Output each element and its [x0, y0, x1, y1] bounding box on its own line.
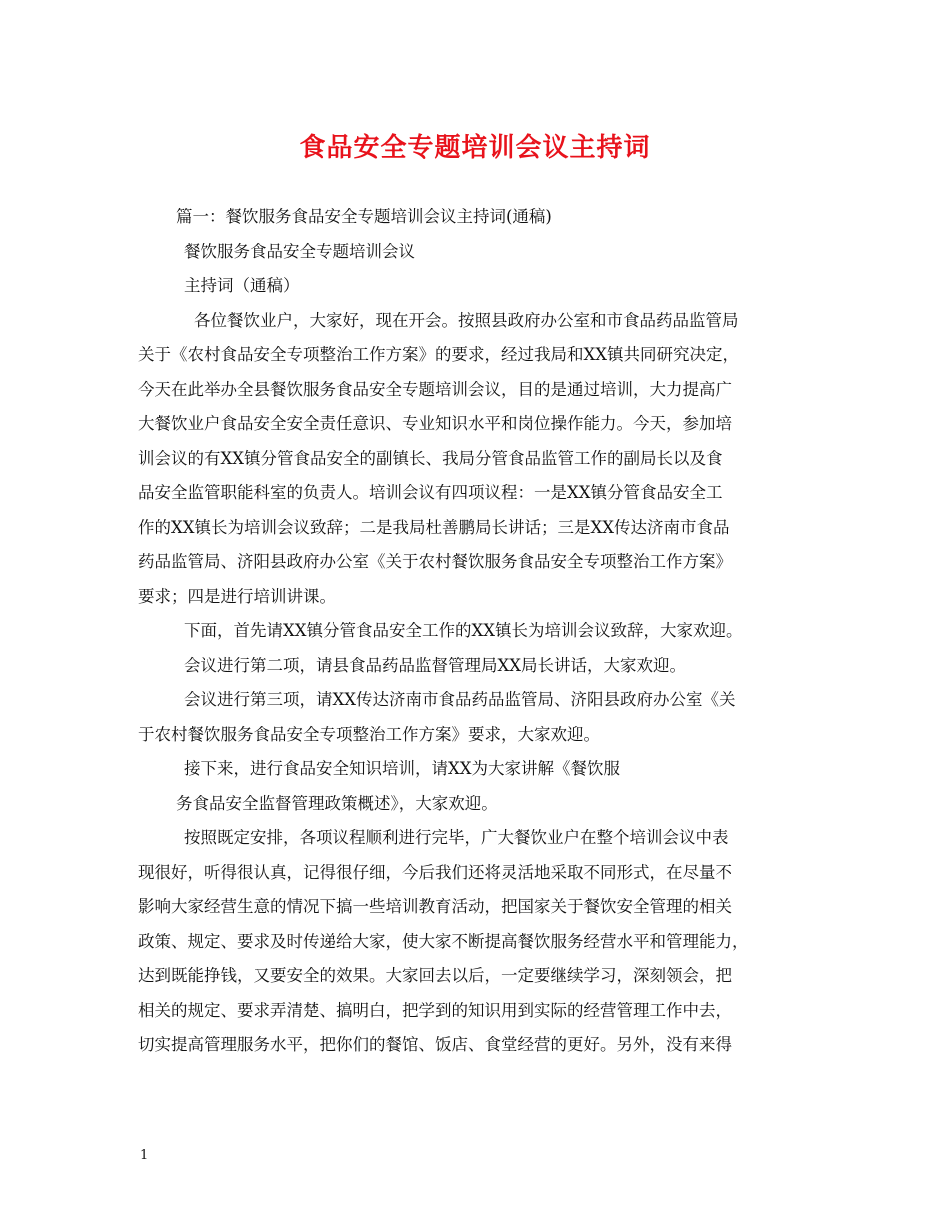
body-line: 训会议的有XX镇分管食品安全的副镇长、我局分管食品监管工作的副局长以及食 — [138, 448, 723, 468]
body-line: 下面，首先请XX镇分管食品安全工作的XX镇长为培训会议致辞，大家欢迎。 — [184, 621, 743, 640]
body-line: 今天在此举办全县餐饮服务食品安全专题培训会议，目的是通过培训，大力提高广 — [138, 379, 732, 399]
page-number: 1 — [140, 1148, 149, 1163]
body-line: 大餐饮业户食品安全安全责任意识、专业知识水平和岗位操作能力。今天，参加培 — [138, 414, 732, 433]
body-line: 会议进行第三项，请XX传达济南市食品药品监管局、济阳县政府办公室《关 — [184, 690, 736, 709]
body-line: 要求；四是进行培训讲课。 — [138, 586, 336, 606]
body-line: 主持词（通稿） — [184, 276, 300, 295]
body-line: 各位餐饮业户，大家好，现在开会。按照县政府办公室和市食品药品监管局 — [194, 310, 739, 330]
body-line: 药品监管局、济阳县政府办公室《关于农村餐饮服务食品安全专项整治工作方案》 — [138, 552, 732, 571]
body-line: 务食品安全监督管理政策概述》，大家欢迎。 — [176, 793, 498, 813]
body-line: 于农村餐饮服务食品安全专项整治工作方案》要求，大家欢迎。 — [138, 724, 600, 744]
body-line: 政策、规定、要求及时传递给大家，使大家不断提高餐饮服务经营水平和管理能力， — [138, 931, 749, 951]
document-title: 食品安全专题培训会议主持词 — [299, 133, 651, 163]
body-line: 按照既定安排，各项议程顺利进行完毕，广大餐饮业户在整个培训会议中表 — [184, 828, 729, 847]
body-line: 接下来，进行食品安全知识培训，请XX为大家讲解《餐饮服 — [184, 759, 620, 778]
body-line: 会议进行第二项，请县食品药品监督管理局XX局长讲话，大家欢迎。 — [184, 655, 686, 675]
body-line: 作的XX镇长为培训会议致辞；二是我局杜善鹏局长讲话；三是XX传达济南市食品 — [138, 517, 730, 537]
body-line: 品安全监管职能科室的负责人。培训会议有四项议程：一是XX镇分管食品安全工 — [138, 483, 723, 502]
body-line: 相关的规定、要求弄清楚、搞明白，把学到的知识用到实际的经营管理工作中去， — [138, 1000, 732, 1020]
body-line: 关于《农村食品安全专项整治工作方案》的要求，经过我局和XX镇共同研究决定， — [138, 345, 739, 364]
body-line: 餐饮服务食品安全专题培训会议 — [184, 241, 415, 261]
body-line: 达到既能挣钱，又要安全的效果。大家回去以后，一定要继续学习，深刻领会，把 — [138, 966, 732, 985]
body-line: 切实提高管理服务水平，把你们的餐馆、饭店、食堂经营的更好。另外，没有来得 — [138, 1035, 732, 1054]
body-line: 现很好，听得很认真，记得很仔细，今后我们还将灵活地采取不同形式，在尽量不 — [138, 862, 732, 882]
body-line: 影响大家经营生意的情况下搞一些培训教育活动，把国家关于餐饮安全管理的相关 — [138, 897, 732, 916]
document-body — [138, 200, 814, 1063]
body-line: 篇一：餐饮服务食品安全专题培训会议主持词(通稿) — [176, 207, 552, 226]
